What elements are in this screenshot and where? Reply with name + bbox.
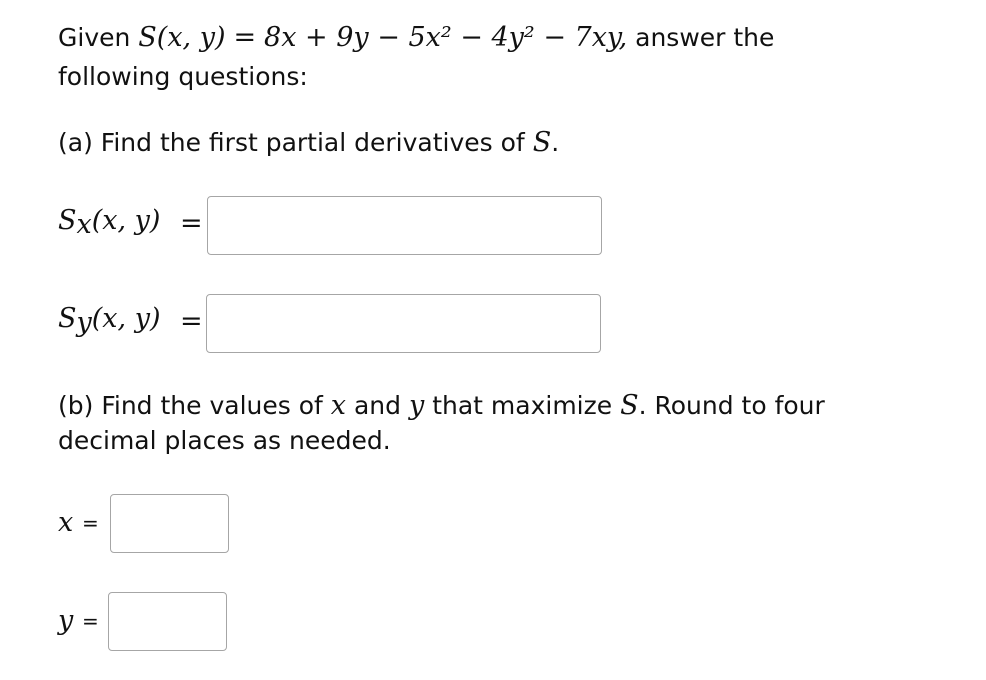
part-b-var-y: y [408, 390, 425, 421]
part-b-line-1 [58, 390, 825, 421]
part-b-line-2: decimal places as needed. [58, 426, 391, 455]
part-b-text-3: . Round to four [638, 391, 825, 420]
part-b-text-1: (b) Find the values of [58, 391, 323, 420]
sx-answer-input[interactable] [207, 196, 602, 255]
sx-symbol: S [58, 205, 77, 236]
part-a-prompt [58, 127, 559, 158]
sy-answer-input[interactable] [206, 294, 601, 353]
intro-answer-the: answer the [635, 23, 775, 52]
sy-args: (x, y) [91, 303, 161, 334]
function-equals: = [233, 22, 257, 53]
part-b-and: and [353, 391, 402, 420]
y-label: y [58, 605, 74, 636]
function-rhs: 8x + 9y − 5x² − 4y² − 7xy, [264, 22, 628, 53]
x-label: x [58, 507, 74, 538]
sx-label [58, 205, 161, 241]
part-a-prompt-text: (a) Find the first partial derivatives of [58, 128, 525, 157]
function-lhs: S(x, y) [138, 22, 226, 53]
x-answer-input[interactable] [110, 494, 229, 553]
y-equals: = [82, 609, 99, 633]
sy-equals: = [180, 306, 203, 337]
x-equals: = [82, 511, 99, 535]
sy-symbol: S [58, 303, 77, 334]
y-answer-input[interactable] [108, 592, 227, 651]
part-a-prompt-end: . [551, 128, 560, 157]
part-b-var-x: x [330, 390, 347, 421]
part-b-text-2: that maximize [432, 391, 613, 420]
sx-equals: = [180, 208, 203, 239]
sy-subscript: y [76, 307, 92, 339]
intro-line-1 [58, 22, 774, 53]
intro-given: Given [58, 23, 131, 52]
sx-args: (x, y) [91, 205, 161, 236]
part-b-var-s: S [620, 390, 639, 421]
sy-label [58, 303, 161, 339]
sx-subscript: x [76, 209, 92, 241]
part-a-var-s: S [532, 127, 552, 158]
intro-line-2: following questions: [58, 62, 308, 91]
